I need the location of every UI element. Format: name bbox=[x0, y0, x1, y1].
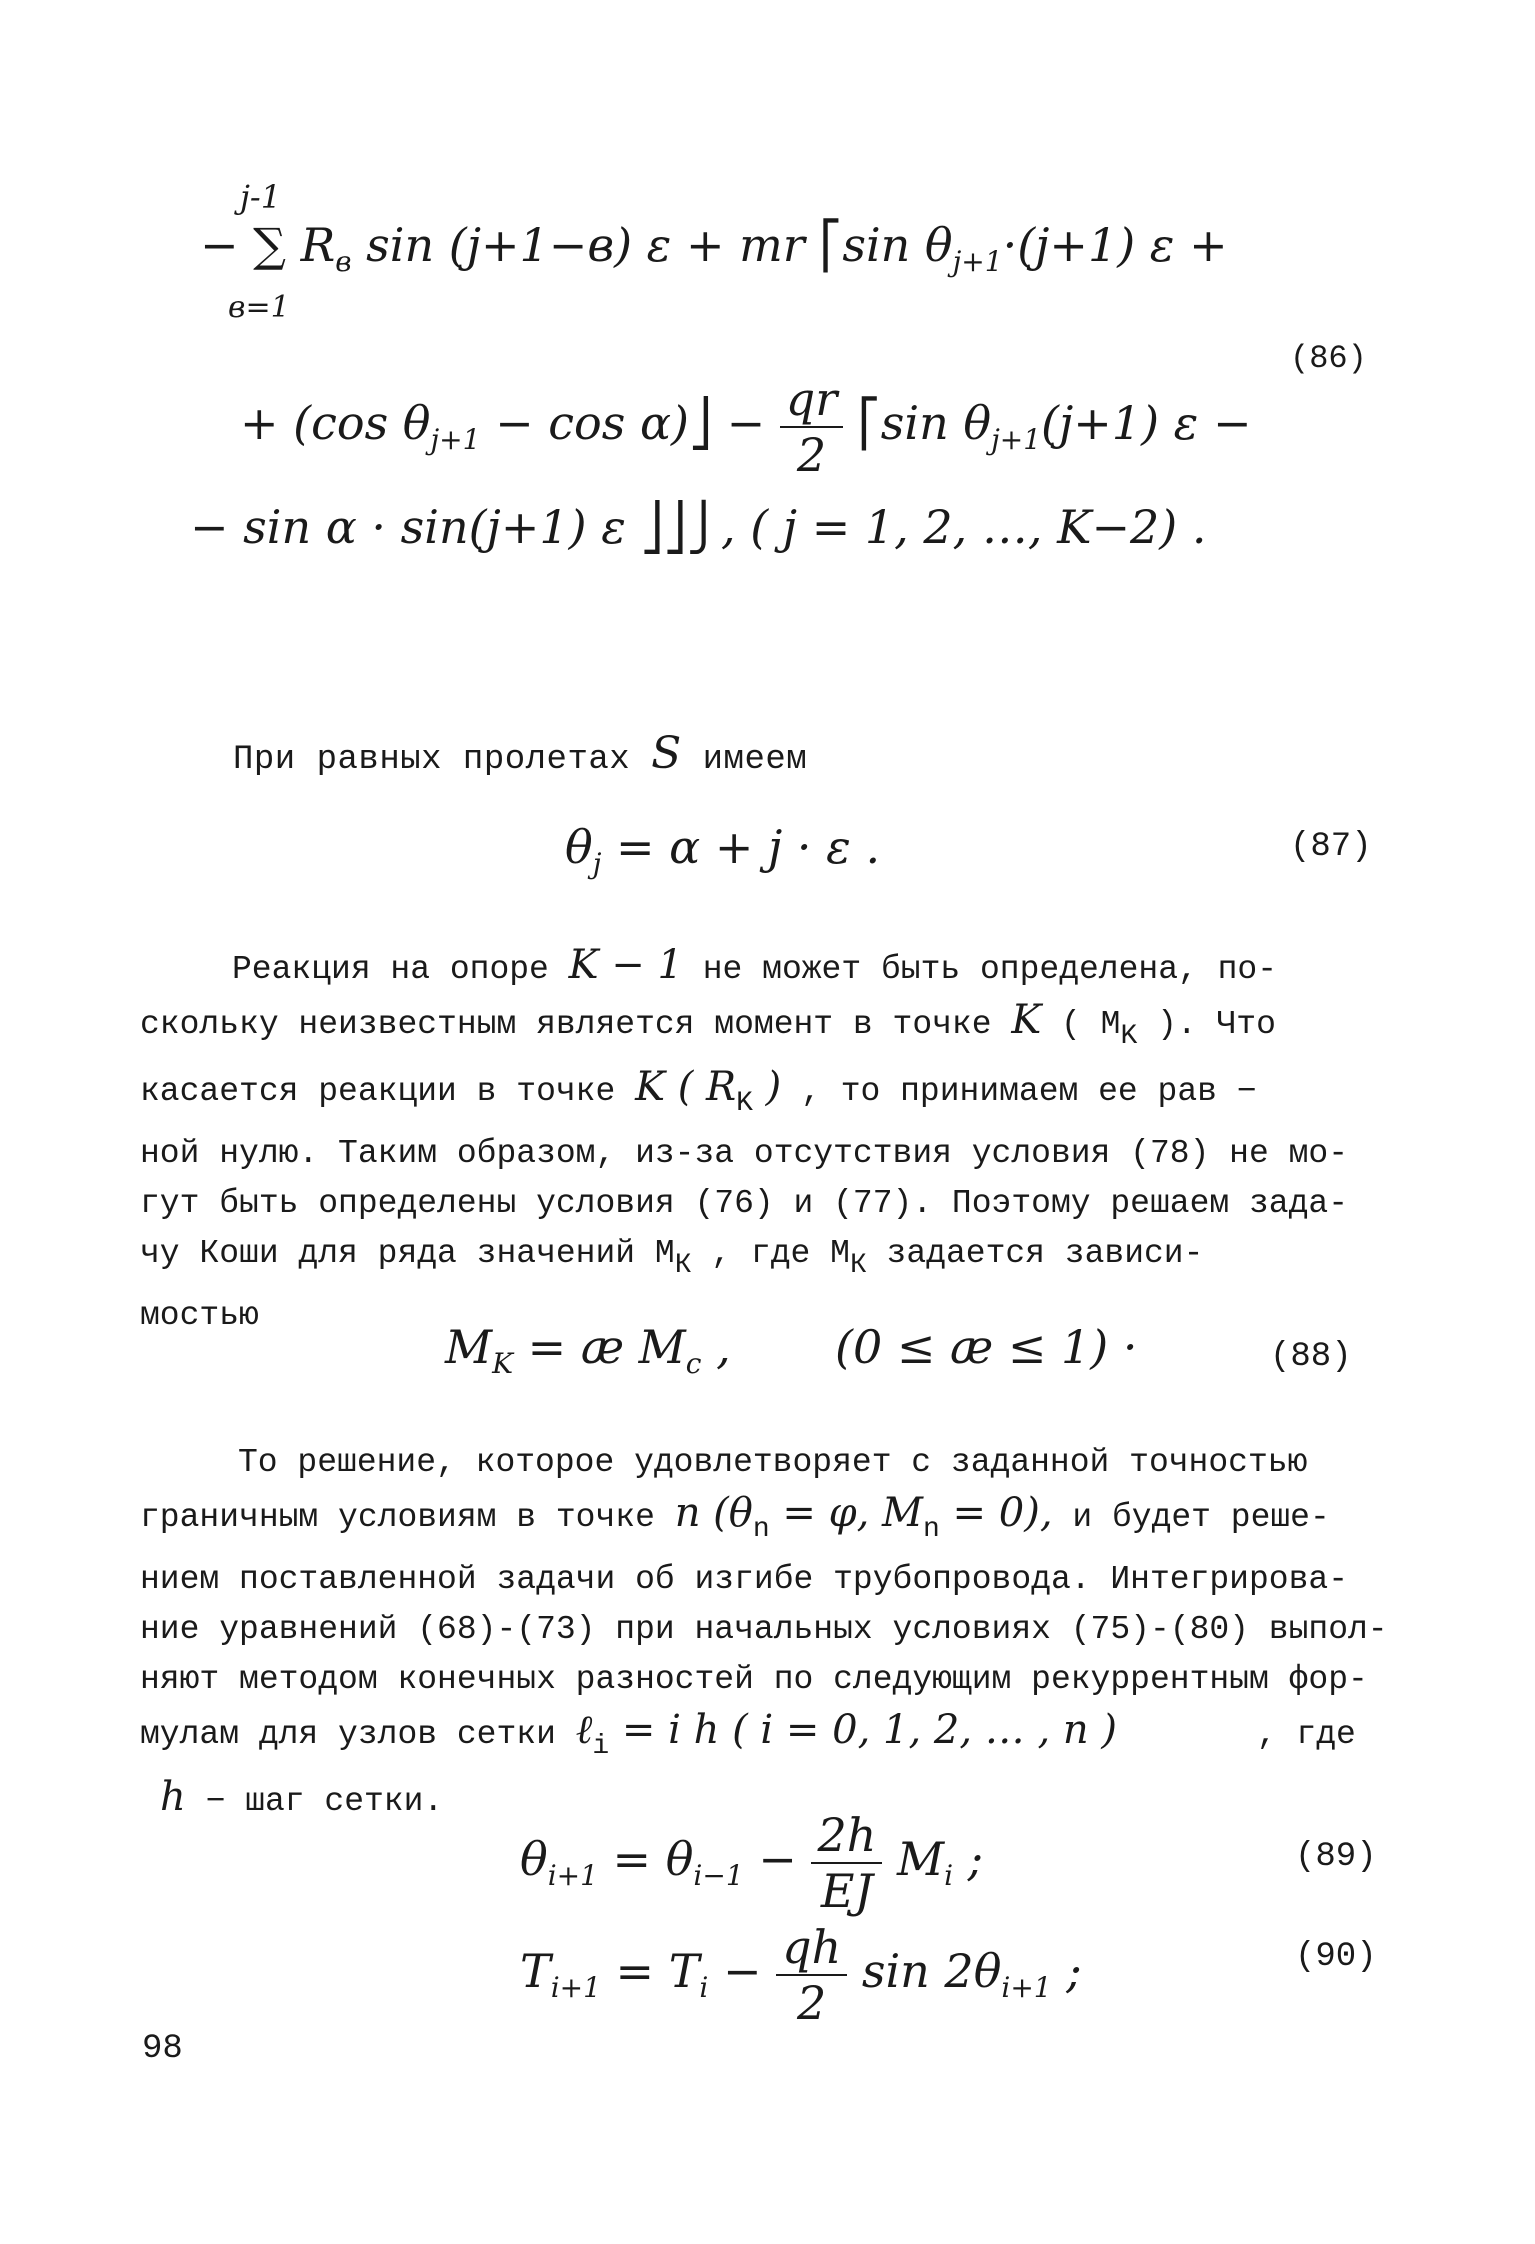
formula-88-number: (88) bbox=[1270, 1338, 1352, 1376]
formula-90-number: (90) bbox=[1295, 1938, 1377, 1976]
formula-86-number: (86) bbox=[1290, 340, 1367, 377]
formula-86-line-2: + (cos $\theta_{j+1} - \cos$ α)⎦ − $\frac{qr}{2}$ ⎡sin $\theta_{j+1}(j+1) \varepsilon$ − bbox=[240, 372, 1252, 482]
formula-90: $T_{i+1} = T_i$ − $\frac{qh}{2}$ $\sin 2\theta_{i+1}$ ; bbox=[520, 1920, 1082, 2030]
paragraph-reaction: Реакция на опоре K − 1 не может быть определена, по- скольку неизвестным является момент в точке K ( $M_K$ ). Что касается реакции в точке K ( $R_K$ ) , то принимаем ее рав − ной нулю. Таким образом, из-за отсутствия условия (78) не мо- гут быть определены условия (76) и (77). Поэтому решаем зада- чу Коши для ряда значений $М_К$ , где $М_К$ задается зависи- мостью bbox=[140, 942, 1348, 1334]
formula-89-number: (89) bbox=[1295, 1838, 1377, 1876]
formula-86-sum-upper: j-1 bbox=[240, 178, 282, 216]
formula-86-line-1: − ∑ $R_в$ sin (j+1−в) ε + mr ⎡sin $\theta_{j+1}\cdot(j+1) \varepsilon$ + bbox=[200, 218, 1228, 278]
formula-86-sum-lower: в=1 bbox=[228, 290, 290, 325]
text-equal-spans: При равных пролетах S имеем bbox=[233, 728, 808, 779]
formula-86-line-3: − sin α · sin(j+1) ε ⎦⎦⎭, ( j = 1, 2, …, K−2) . bbox=[190, 500, 1207, 554]
paragraph-solution: То решение, которое удовлетворяет с заданной точностью граничным условиям в точке n ($\theta_n = \varphi$, $M_n = 0$), и будет реше- нием поставленной задачи об изгибе трубопровода. Интегрирова- ние уравнений (68)-(73) при начальных условиях (75)-(80) выпол- няют методом конечных разностей по следующим рекуррентным фор- мулам для узлов сетки ℓ$_i$ = i h ( i = 0, 1, 2, … , n ) , где h − шаг сетки. bbox=[140, 1444, 1388, 1820]
formula-87: $\theta_j = \alpha + j \cdot \varepsilon$ . bbox=[565, 820, 881, 880]
formula-87-number: (87) bbox=[1290, 828, 1372, 866]
formula-89: $\theta_{i+1} = \theta_{i-1}$ − $\frac{2h}{EJ}$ $M_i$ ; bbox=[520, 1808, 984, 1918]
formula-88: $M_K$ = æ $M_c$ , bbox=[445, 1320, 731, 1380]
formula-88-condition: (0 ≤ æ ≤ 1) · bbox=[835, 1320, 1138, 1374]
page-number: 98 bbox=[142, 2030, 183, 2068]
